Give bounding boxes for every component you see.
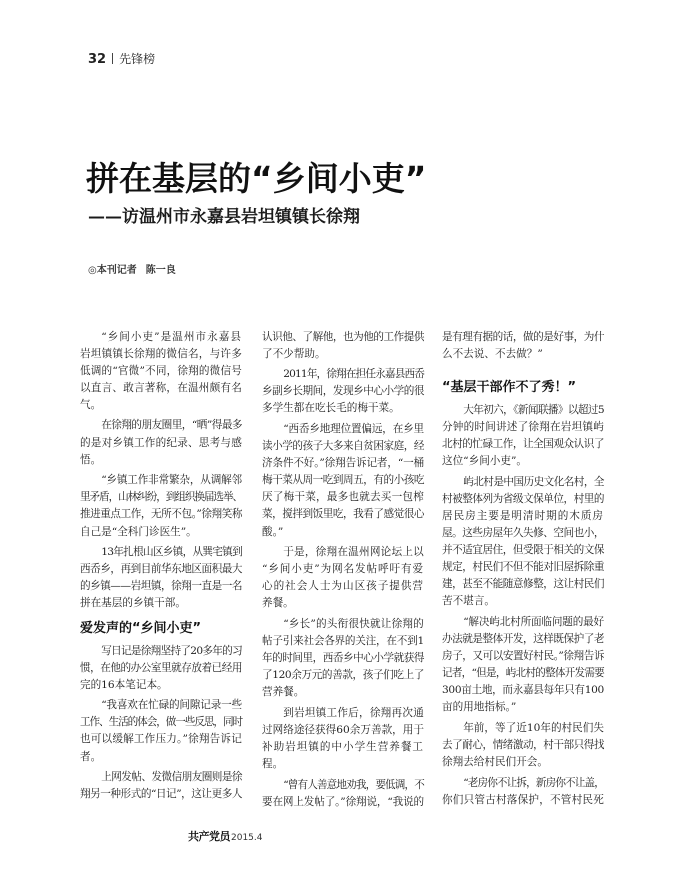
paragraph [80,697,242,765]
text-line: 多学生都在吃长毛的梅干菜。 [262,402,400,415]
paragraph [80,472,242,540]
text-line: 大年初六，《新闻联播》以超过5 [463,403,604,416]
page-footer [188,825,263,845]
paragraph [80,544,242,612]
section-name: 先锋榜 [119,52,156,66]
text-line: 心的社会人士为山区孩子提供营 [262,580,425,593]
paragraph [442,775,604,809]
paragraph [262,705,424,773]
text-line: 乡副乡长期间，发现乡中心小学的很 [262,385,424,398]
text-line: 村被整体列为省级文保单位，村里的 [442,492,604,505]
text-line: 也可以缓解工作压力。”徐翔告诉记 [80,733,242,746]
text-line: “解决屿北村所面临问题的最好 [463,615,604,628]
text-line: 年前，等了近10年的村民们失 [463,721,604,734]
text-line: 营养餐。 [262,686,305,699]
text-line: 分钟的时间讲述了徐翔在岩坦镇屿 [442,420,604,433]
text-line: 惯，在他的办公室里就存放着已经用 [80,661,242,674]
byline-role: ◎本刊记者 [88,265,137,276]
page-header [88,51,155,68]
paragraph [442,402,604,470]
article-title: 拼在基层的“乡间小吏” [86,159,427,198]
text-line: 推进重点工作，无所不包。”徐翔笑称 [80,508,242,521]
text-line: 梅干菜从周一吃到周五，有的小孩吃 [262,474,424,487]
text-line: 养餐。 [262,597,294,610]
text-line: 拼在基层的乡镇干部。 [80,597,186,610]
text-line: 菜，搅拌到饭里吃，我看了感觉很心 [262,508,424,521]
text-line: 于是，徐翔在温州网论坛上以 [283,546,424,559]
text-line: 上网发帖、发微信朋友圈则是徐 [101,771,242,784]
paragraph [262,777,424,811]
text-line: 在徐翔的朋友圈里，“晒”得最多 [101,419,242,432]
text-line: 年的时间里，西岙乡中心小学就获得 [262,652,424,665]
text-line: 以直言、敢言著称，在温州颇有名 [80,381,242,394]
text-line: 过网络途径获得60余万善款，用于 [262,724,424,737]
paragraph [262,616,424,701]
paragraph [262,544,424,612]
paragraph [442,720,604,771]
text-line: 读小学的孩子大多来自贫困家庭，经 [262,440,424,453]
paragraph [80,329,242,414]
paragraph [80,417,242,468]
text-line: 你们只管古村落保护，不管村民死 [442,793,604,806]
article-column-2 [262,329,424,815]
text-line: 悟。 [80,453,102,466]
text-line: 帖子引来社会各界的关注，在不到1 [262,635,424,648]
article-column-1 [80,329,242,807]
text-line: 写日记是徐翔坚持了20多年的习 [101,644,242,657]
text-line: 居民房主要是明清时期的木质房 [442,509,605,522]
paragraph [80,769,242,803]
header-divider [112,53,113,64]
text-line: 认识他、了解他，也为他的工作提供 [262,330,424,343]
magazine-logo: 共产党员 [188,830,230,843]
text-line: 者。 [80,750,102,763]
text-line: 程。 [262,758,284,771]
text-line: 是有理有据的话，做的是好事，为什 [442,330,604,343]
byline [88,264,176,278]
text-line: 这位“乡间小吏”。 [442,454,527,467]
text-line: 岩坦镇镇长徐翔的微信名，与许多 [80,347,242,360]
text-line: 并不适宜居住，但受限于相关的文保 [442,543,604,556]
text-line: 房子，又可以安置好村民。”徐翔告诉 [442,650,604,662]
text-line: “乡间小吏”是温州市永嘉县 [101,330,242,343]
text-line: 屿北村是中国历史文化名村，全 [463,475,604,488]
section-heading: “基层干部作不了秀！” [442,379,577,395]
text-line: 记者，“但是，屿北村的整体开发需要 [442,667,604,680]
text-line: “我喜欢在忙碌的间隙记录一些 [101,699,242,712]
paragraph [442,614,604,717]
text-line: 屋。这些房屋年久失修、空间也小， [442,526,604,539]
text-line: 里矛盾，山林纠纷，到组织换届选举、 [80,491,243,504]
text-line: 规定，村民们不但不能对旧屋拆除重 [442,561,604,574]
text-line: “老房你不让拆，新房你不让盖， [463,776,604,789]
text-line: 完的16本笔记本。 [80,678,168,691]
text-line: 300亩土地，而永嘉县每年只有100 [442,684,604,697]
paragraph [80,643,242,694]
text-line: “曾有人善意地劝我，要低调，不 [283,778,424,791]
text-line: 补助岩坦镇的中小学生营养餐工 [262,741,425,754]
text-line: “西岙乡地理位置偏远，在乡里 [283,422,424,435]
paragraph [442,329,604,363]
text-line: 2011年，徐翔在担任永嘉县西岙 [283,368,424,381]
text-line: 的是对乡镇工作的纪录、思考与感 [80,436,242,449]
text-line: “乡间小吏”为网名发帖呼吁有爱 [262,563,424,576]
text-line: 济条件不好。”徐翔告诉记者，“一桶 [262,457,425,470]
text-line: 办法就是整体开发，这样既保护了老 [442,632,604,645]
paragraph [262,421,424,541]
text-line: 徐翔去给村民们开会。 [442,756,548,769]
text-line: 厌了梅干菜，最多也就去买一包榨 [262,491,424,504]
text-line: 北村的忙碌工作，让全国观众认识了 [442,437,604,450]
text-line: 翔另一种形式的“日记”，这让更多人 [80,788,242,801]
text-line: 了120余万元的善款，孩子们吃上了 [262,669,424,682]
article-subtitle: ——访温州市永嘉县岩坦镇镇长徐翔 [88,207,360,227]
text-line: 建，甚至不能随意修整，这让村民们 [442,578,604,591]
text-line: 工作、生活的体会，做一些反思，同时 [80,716,243,729]
section-heading: 爱发声的“乡间小吏” [80,620,202,636]
paragraph [442,474,604,611]
text-line: 要在网上发帖了。”徐翔说，“我说的 [262,795,425,808]
text-line: 么不去说、不去做？” [442,347,543,360]
issue-number: 2015.4 [231,833,263,843]
text-line: “乡镇工作非常繁杂，从调解邻 [101,474,242,487]
paragraph [262,366,424,417]
text-line: 的乡镇——岩坦镇，徐翔一直是一名 [80,580,242,593]
text-line: 西岙乡，再到目前华东地区面积最大 [80,563,242,576]
text-line: “乡长”的头衔很快就让徐翔的 [283,618,424,630]
text-line: 到岩坦镇工作后，徐翔再次通 [283,706,424,719]
byline-author: 陈一良 [145,265,176,276]
text-line: 酸。” [262,525,284,538]
page-number: 32 [88,52,107,67]
text-line: 气。 [80,398,102,411]
text-line: 去了耐心，情绪激动，村干部只得找 [442,738,604,751]
article-column-3 [442,329,604,813]
paragraph [262,329,424,363]
text-line: 苦不堪言。 [442,595,495,608]
text-line: 自己是“全科门诊医生”。 [80,525,197,538]
text-line: 低调的“官微”不同，徐翔的微信号 [80,364,242,377]
text-line: 亩的用地指标。” [442,701,517,714]
text-line: 了不少帮助。 [262,347,326,360]
text-line: 13年扎根山区乡镇，从巽宅镇到 [101,546,242,559]
